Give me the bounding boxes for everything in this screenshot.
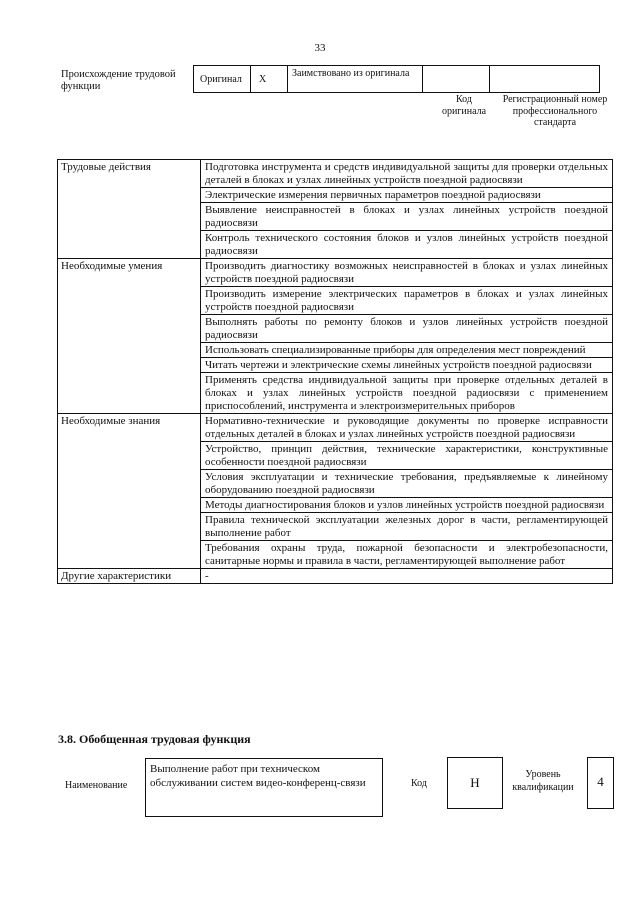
item-cell: - [201, 569, 613, 584]
item-cell: Подготовка инструмента и средств индивидуальной защиты для проверки отдельных деталей в блоках и узлах линейных устройств поездной радиосвязи [201, 160, 613, 188]
registration-number-cell [490, 66, 600, 93]
origin-label: Происхождение трудовой функции [61, 69, 176, 92]
borrowed-label: Заимствовано из оригинала [288, 66, 423, 93]
item-cell: Использовать специализированные приборы для определения мест повреждений [201, 343, 613, 358]
code-label: Код [411, 778, 427, 789]
original-mark: X [251, 66, 288, 93]
section-heading: 3.8. Обобщенная трудовая функция [58, 732, 251, 746]
name-label: Наименование [65, 780, 128, 791]
item-cell: Нормативно-технические и руководящие документы по проверке исправности отдельных деталей в блоках и узлах линейных устройств поездной радиосвязи [201, 414, 613, 442]
item-cell: Требования охраны труда, пожарной безопасности и электробезопасности, санитарные нормы и правила в части, регламентирующей выполнение работ [201, 541, 613, 569]
code-caption: Код оригинала [441, 94, 487, 117]
item-cell: Применять средства индивидуальной защиты при проверке отдельных деталей в блоках и узлах линейных устройств поездной радиосвязи с применением приспособлений, инструмента и электроизмерительных приборов [201, 373, 613, 414]
item-cell: Выявление неисправностей в блоках и узлах линейных устройств поездной радиосвязи [201, 203, 613, 231]
item-cell: Производить диагностику возможных неисправностей в блоках и узлах линейных устройств поездной радиосвязи [201, 259, 613, 287]
category-cell: Необходимые знания [58, 414, 201, 569]
item-cell: Правила технической эксплуатации железных дорог в части, регламентирующей выполнение работ [201, 513, 613, 541]
item-cell: Контроль технического состояния блоков и узлов линейных устройств поездной радиосвязи [201, 231, 613, 259]
qualification-level-box: 4 [587, 757, 614, 809]
qualification-level-label: Уровень квалификации [512, 769, 574, 793]
item-cell: Производить измерение электрических параметров в блоках и узлах линейных устройств поездной радиосвязи [201, 287, 613, 315]
table-row [58, 569, 613, 584]
category-cell: Необходимые умения [58, 259, 201, 414]
registration-caption: Регистрационный номер профессионального стандарта [502, 94, 608, 128]
item-cell: Читать чертежи и электрические схемы линейных устройств поездной радиосвязи [201, 358, 613, 373]
item-cell: Устройство, принцип действия, технические характеристики, конструктивные особенности поездной радиосвязи [201, 442, 613, 470]
item-cell: Выполнять работы по ремонту блоков и узлов линейных устройств поездной радиосвязи [201, 315, 613, 343]
table-row [58, 259, 613, 287]
original-code-cell [423, 66, 490, 93]
category-cell: Другие характеристики [58, 569, 201, 584]
page-number: 33 [314, 42, 326, 54]
code-box: H [447, 757, 503, 809]
item-cell: Методы диагностирования блоков и узлов линейных устройств поездной радиосвязи [201, 498, 613, 513]
table-row [58, 414, 613, 442]
item-cell: Условия эксплуатации и технические требования, предъявляемые к линейному оборудованию поездной радиосвязи [201, 470, 613, 498]
labor-function-table [57, 159, 613, 584]
table-row [58, 160, 613, 188]
category-cell: Трудовые действия [58, 160, 201, 259]
origin-table [193, 65, 600, 93]
original-label: Оригинал [194, 66, 251, 93]
item-cell: Электрические измерения первичных параметров поездной радиосвязи [201, 188, 613, 203]
function-name-box: Выполнение работ при техническом обслуживании систем видео-конференц-связи [145, 758, 383, 817]
